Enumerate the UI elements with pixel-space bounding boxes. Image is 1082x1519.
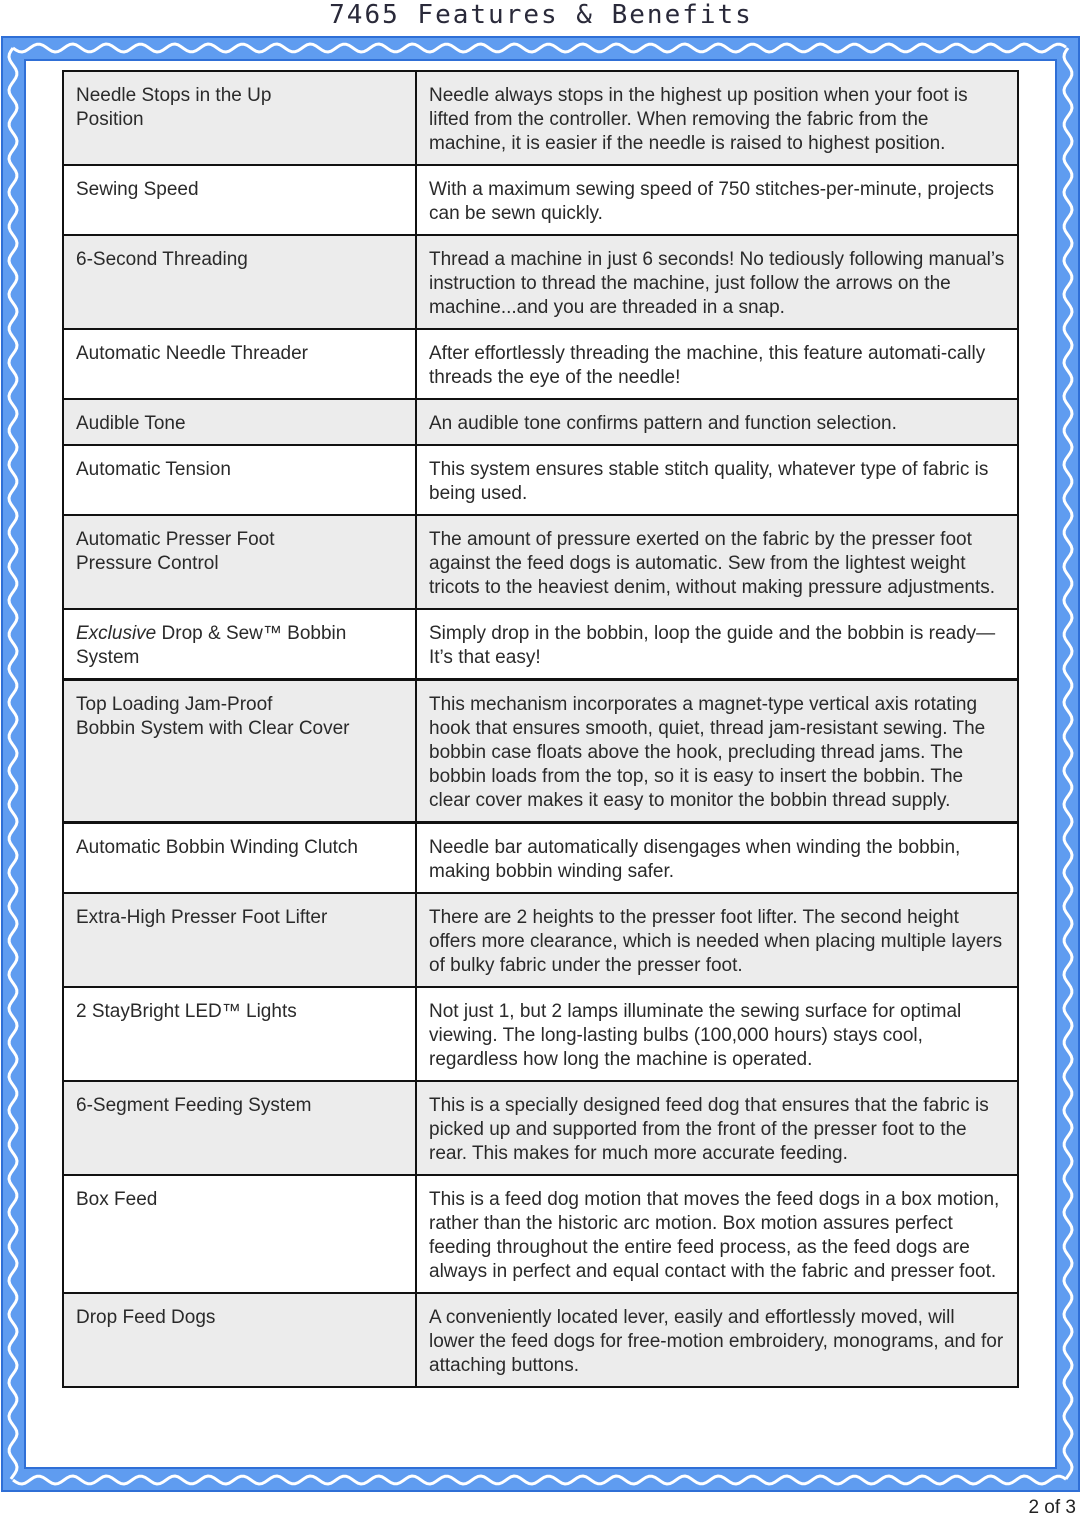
feature-name: Automatic Needle Threader xyxy=(63,329,416,399)
feature-name: Extra-High Presser Foot Lifter xyxy=(63,893,416,987)
feature-name: Box Feed xyxy=(63,1175,416,1293)
feature-name: Audible Tone xyxy=(63,399,416,445)
feature-benefit: Needle always stops in the highest up position when your foot is lifted from the controller. When removing the fabric from the machine, it is easier if the needle is raised to highest position. xyxy=(416,71,1018,165)
feature-name: 6-Second Threading xyxy=(63,235,416,329)
page-title: 7465 Features & Benefits xyxy=(329,0,753,30)
table-row xyxy=(63,987,1018,1081)
feature-name: Top Loading Jam-Proof Bobbin System with Clear Cover xyxy=(63,680,416,823)
feature-name: Exclusive Drop & Sew™ Bobbin System xyxy=(63,609,416,680)
feature-benefit: This system ensures stable stitch quality, whatever type of fabric is being used. xyxy=(416,445,1018,515)
feature-benefit: Not just 1, but 2 lamps illuminate the sewing surface for optimal viewing. The long-lasting bulbs (100,000 hours) stays cool, regardless how long the machine is operated. xyxy=(416,987,1018,1081)
feature-name: Sewing Speed xyxy=(63,165,416,235)
features-table xyxy=(62,70,1019,1388)
feature-name: Drop Feed Dogs xyxy=(63,1293,416,1387)
table-row xyxy=(63,1293,1018,1387)
feature-name: Automatic Presser Foot Pressure Control xyxy=(63,515,416,609)
feature-name: Needle Stops in the Up Position xyxy=(63,71,416,165)
feature-benefit: This is a specially designed feed dog that ensures that the fabric is picked up and supported from the front of the presser foot to the rear. This makes for much more accurate feeding. xyxy=(416,1081,1018,1175)
feature-emphasis: Exclusive xyxy=(76,623,157,644)
table-row xyxy=(63,515,1018,609)
table-row xyxy=(63,329,1018,399)
feature-benefit: Simply drop in the bobbin, loop the guide and the bobbin is ready—It’s that easy! xyxy=(416,609,1018,680)
feature-name: 6-Segment Feeding System xyxy=(63,1081,416,1175)
feature-benefit: After effortlessly threading the machine, this feature automati-cally threads the eye of the needle! xyxy=(416,329,1018,399)
page-number: 2 of 3 xyxy=(1028,1497,1076,1518)
feature-benefit: A conveniently located lever, easily and effortlessly moved, will lower the feed dogs for free-motion embroidery, monograms, and for attaching buttons. xyxy=(416,1293,1018,1387)
table-row xyxy=(63,823,1018,894)
feature-name: Automatic Tension xyxy=(63,445,416,515)
table-row xyxy=(63,235,1018,329)
feature-benefit: Thread a machine in just 6 seconds! No tediously following manual’s instruction to thread the machine, just follow the arrows on the machine...and you are threaded in a snap. xyxy=(416,235,1018,329)
table-row xyxy=(63,609,1018,680)
feature-benefit: With a maximum sewing speed of 750 stitches-per-minute, projects can be sewn quickly. xyxy=(416,165,1018,235)
table-row xyxy=(63,680,1018,823)
table-row xyxy=(63,399,1018,445)
table-row xyxy=(63,1175,1018,1293)
table-row xyxy=(63,1081,1018,1175)
table-row xyxy=(63,71,1018,165)
table-row xyxy=(63,893,1018,987)
table-row xyxy=(63,165,1018,235)
feature-benefit: Needle bar automatically disengages when winding the bobbin, making bobbin winding safer. xyxy=(416,823,1018,894)
feature-name: 2 StayBright LED™ Lights xyxy=(63,987,416,1081)
feature-benefit: This is a feed dog motion that moves the feed dogs in a box motion, rather than the historic arc motion. Box motion assures perfect feeding throughout the entire feed process, as the feed dogs are always in perfect and equal contact with the fabric and presser foot. xyxy=(416,1175,1018,1293)
feature-benefit: The amount of pressure exerted on the fabric by the presser foot against the feed dogs is automatic. Sew from the lightest weight tricots to the heaviest denim, without making pressure adjustments. xyxy=(416,515,1018,609)
feature-benefit: There are 2 heights to the presser foot lifter. The second height offers more clearance, which is needed when placing multiple layers of bulky fabric under the presser foot. xyxy=(416,893,1018,987)
feature-name: Automatic Bobbin Winding Clutch xyxy=(63,823,416,894)
table-row xyxy=(63,445,1018,515)
feature-benefit: This mechanism incorporates a magnet-type vertical axis rotating hook that ensures smooth, quiet, thread jam-resistant sewing. The bobbin case floats above the hook, precluding thread jams. The bobbin loads from the top, so it is easy to insert the bobbin. The clear cover makes it easy to monitor the bobbin thread supply. xyxy=(416,680,1018,823)
feature-benefit: An audible tone confirms pattern and function selection. xyxy=(416,399,1018,445)
